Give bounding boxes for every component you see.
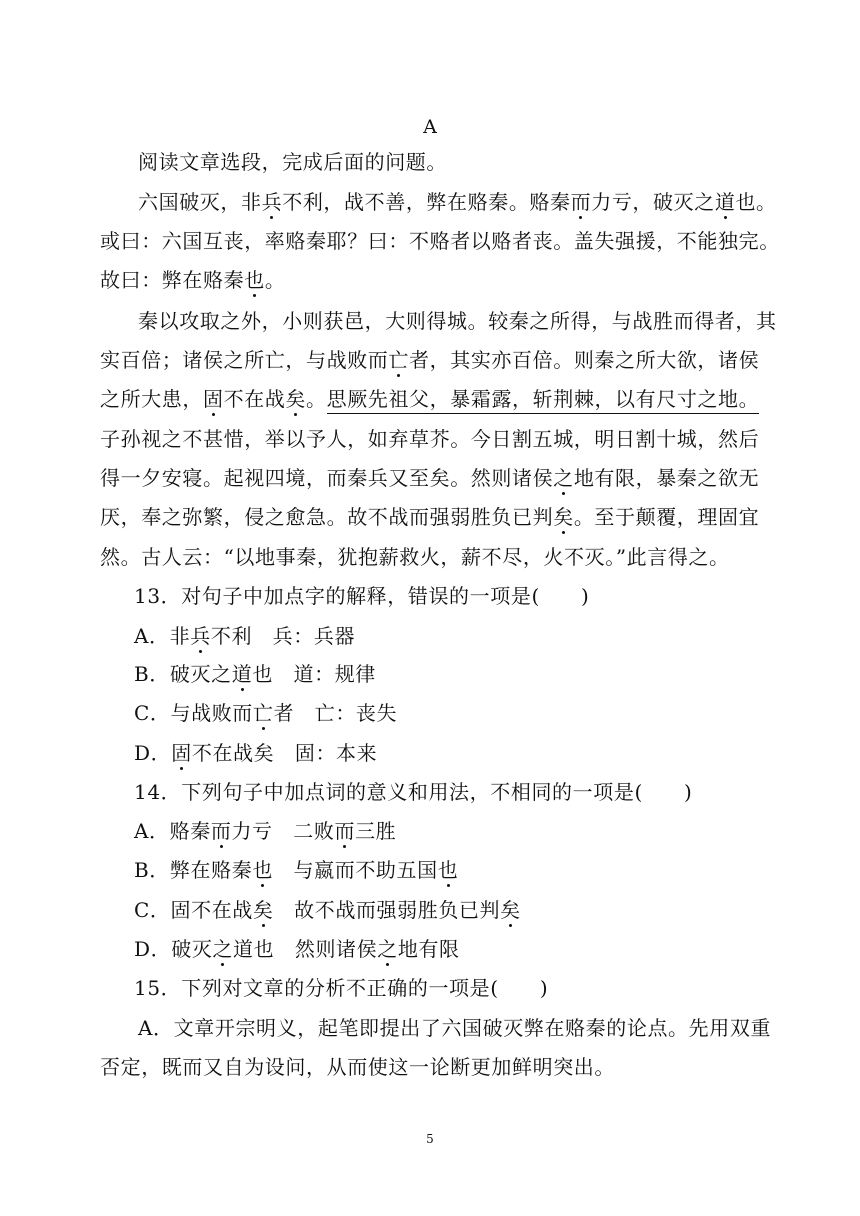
q14-option-c [134, 898, 521, 922]
text-run: 得一夕安寝。起视四境，而秦兵又至矣。然则诸侯 [100, 466, 554, 490]
dotted-char: 矣 [285, 387, 307, 411]
passage-p2-line-7: 然。古人云：“以地事秦，犹抱薪救火，薪不尽，火不灭。”此言得之。 [100, 545, 730, 569]
dotted-char: 也 [252, 858, 273, 882]
passage-p2-line-1: 秦以攻取之外，小则获邑，大则得城。较秦之所得，与战胜而得者，其 [138, 309, 777, 333]
dotted-char: 亡 [252, 701, 274, 725]
text-run: A．赂秦 [134, 819, 211, 843]
passage-p2-line-4: 子孙视之不甚惜，举以予人，如弃草芥。今日割五城，明日割十城，然后 [100, 427, 760, 451]
dotted-char: 兵 [261, 190, 283, 214]
q15-option-a-line-1: A．文章开宗明义，起笔即提出了六国破灭弊在赂秦的论点。先用双重 [138, 1016, 772, 1040]
passage-p2-line-2 [100, 348, 780, 372]
q13-option-d [134, 741, 377, 765]
passage-p1-line-2: 或曰：六国互丧，率赂秦耶？曰：不赂者以赂者丧。盖失强援，不能独完。 [100, 229, 780, 253]
text-run: 道也 然则诸侯 [233, 937, 378, 961]
dotted-char: 亡 [388, 348, 410, 372]
dotted-char: 矣 [553, 505, 574, 529]
q14-option-d [134, 937, 460, 961]
dotted-char: 而 [210, 819, 232, 843]
text-run: D．破灭 [134, 937, 213, 961]
q13-option-c [134, 701, 397, 725]
dotted-char: 固 [203, 387, 224, 411]
dotted-char: 之 [377, 937, 398, 961]
text-run: C．与战败而 [134, 701, 253, 725]
text-run: 不利，战不善，弊在赂秦。赂秦 [282, 190, 571, 214]
q14-option-b [134, 858, 458, 882]
text-run: 。 [306, 387, 327, 411]
passage-p2-line-3 [100, 387, 780, 411]
text-run: 三胜 [355, 819, 397, 843]
page-number: 5 [426, 1132, 434, 1146]
q13-option-b [134, 662, 376, 686]
section-heading: A [423, 116, 437, 138]
q15-option-a-line-2: 否定，既而又自为设问，从而使这一论断更加鲜明突出。 [100, 1055, 615, 1079]
text-run: 六国破灭，非 [138, 190, 262, 214]
passage-p1-line-1 [138, 190, 818, 214]
text-run: 厌，奉之弥繁，侵之愈急。故不战而强弱胜负已判 [100, 505, 554, 529]
text-run: 故不战而强弱胜负已判 [273, 898, 501, 922]
dotted-char: 而 [334, 819, 356, 843]
underlined-sentence: 思厥先祖父，暴霜露，斩荆棘，以有尺寸之地。 [327, 387, 760, 414]
text-run: 者 亡：丧失 [273, 701, 398, 725]
question-14-stem: 14．下列句子中加点词的意义和用法，不相同的一项是( ) [134, 780, 693, 804]
q13-option-a [134, 624, 355, 648]
text-run: A．非 [134, 624, 191, 648]
text-run: 者，其实亦百倍。则秦之所大欲，诸侯 [409, 348, 760, 372]
dotted-char: 矣 [500, 898, 521, 922]
question-13-stem: 13．对句子中加点字的解释，错误的一项是( ) [134, 584, 590, 608]
passage-p2-line-6 [100, 505, 780, 529]
q14-option-a [134, 819, 396, 843]
text-run: 地有限 [397, 937, 460, 961]
text-run: 不在战 [223, 387, 286, 411]
text-run: 实百倍；诸侯之所亡，与战败而 [100, 348, 389, 372]
text-run: B．破灭之 [134, 662, 232, 686]
text-run: 。 [264, 268, 286, 292]
question-15-stem: 15．下列对文章的分析不正确的一项是( ) [134, 976, 549, 1000]
dotted-char: 之 [553, 466, 574, 490]
text-run: 地有限，暴秦之欲无 [573, 466, 760, 490]
text-run: 故曰：弊在赂秦 [100, 268, 245, 292]
text-run: 之所大患， [100, 387, 203, 411]
dotted-char: 矣 [252, 898, 274, 922]
text-run: 与嬴而不助五国 [272, 858, 438, 882]
dotted-char: 也 [437, 858, 459, 882]
text-run: 不在战矣 固：本来 [191, 741, 378, 765]
text-run: B．弊在赂秦 [134, 858, 253, 882]
intro-text: 阅读文章选段，完成后面的问题。 [138, 150, 447, 174]
text-run: 。至于颠覆，理固宜 [573, 505, 760, 529]
passage-p2-line-5 [100, 466, 780, 490]
dotted-char: 道 [231, 662, 253, 686]
passage-p1-line-3 [100, 268, 780, 292]
dotted-char: 兵 [190, 624, 211, 648]
dotted-char: 之 [212, 937, 234, 961]
dotted-char: 固 [171, 741, 192, 765]
text-run: 也 道：规律 [252, 662, 376, 686]
text-run: D． [134, 741, 172, 765]
text-run: 力亏 二败 [231, 819, 335, 843]
dotted-char: 而 [570, 190, 592, 214]
dotted-char: 也 [244, 268, 265, 292]
dotted-char: 道 [714, 190, 736, 214]
text-run: 不利 兵：兵器 [210, 624, 356, 648]
text-run: 也。 [735, 190, 777, 214]
text-run: 力亏，破灭之 [591, 190, 715, 214]
text-run: C．固不在战 [134, 898, 253, 922]
